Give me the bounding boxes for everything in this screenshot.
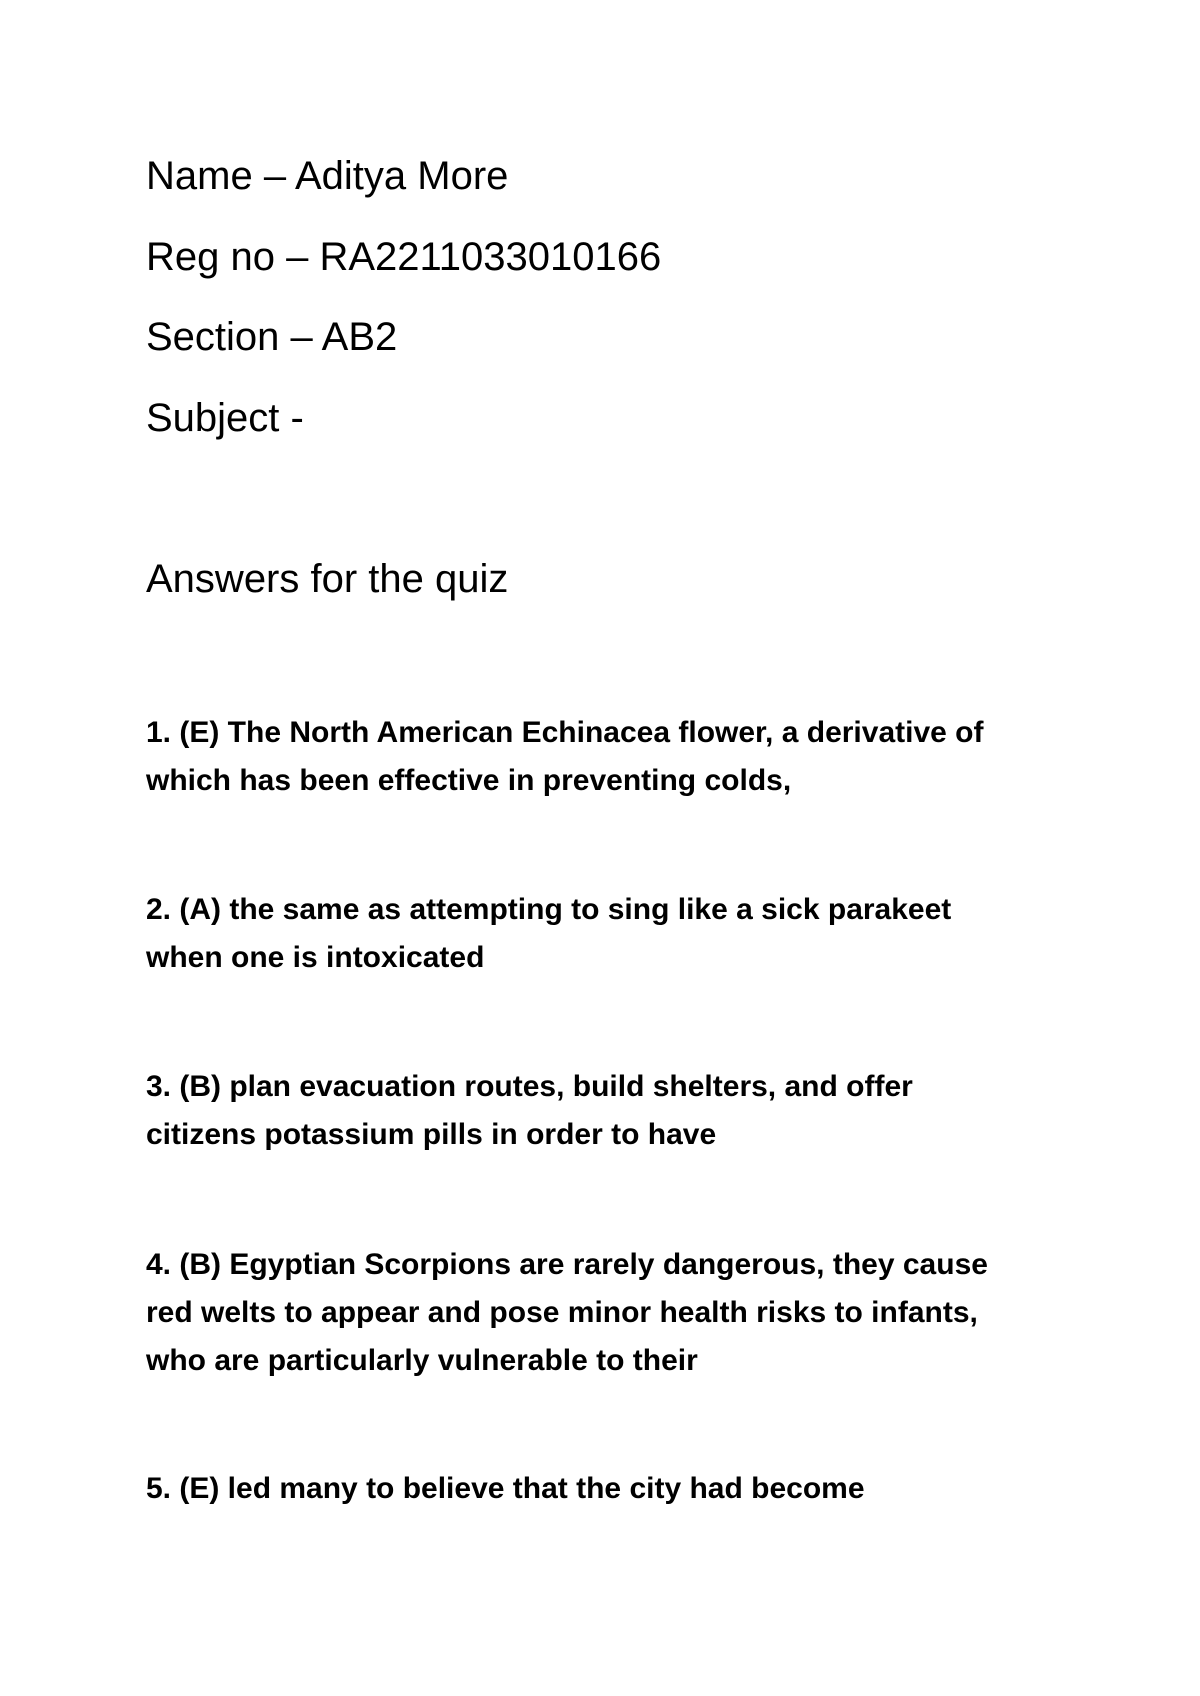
answer-2-line-1: 2. (A) the same as attempting to sing like a sick parakeet (146, 893, 952, 926)
answer-3-line-1: 3. (B) plan evacuation routes, build shelters, and offer (146, 1070, 913, 1103)
answer-5-line-1: 5. (E) led many to believe that the city had become (146, 1472, 865, 1505)
subject-label: Subject - (146, 396, 304, 440)
answer-2-line-2: when one is intoxicated (146, 941, 485, 974)
answer-1-line-1: 1. (E) The North American Echinacea flower, a derivative of (146, 716, 984, 749)
section-label: Section – AB2 (146, 315, 398, 359)
answer-3-line-2: citizens potassium pills in order to have (146, 1118, 717, 1151)
registration-number: Reg no – RA2211033010166 (146, 235, 662, 279)
student-name: Name – Aditya More (146, 154, 509, 198)
answer-4-line-3: who are particularly vulnerable to their (146, 1344, 698, 1377)
answer-4-line-2: red welts to appear and pose minor health risks to infants, (146, 1296, 978, 1329)
answer-1 (146, 709, 1076, 805)
answer-5 (146, 1465, 1076, 1513)
quiz-answers-heading: Answers for the quiz (146, 557, 509, 601)
answer-3 (146, 1063, 1076, 1159)
answer-4-line-1: 4. (B) Egyptian Scorpions are rarely dangerous, they cause (146, 1248, 988, 1281)
answer-2 (146, 886, 1076, 982)
answer-1-line-2: which has been effective in preventing colds, (146, 764, 792, 797)
answer-4 (146, 1241, 1076, 1385)
